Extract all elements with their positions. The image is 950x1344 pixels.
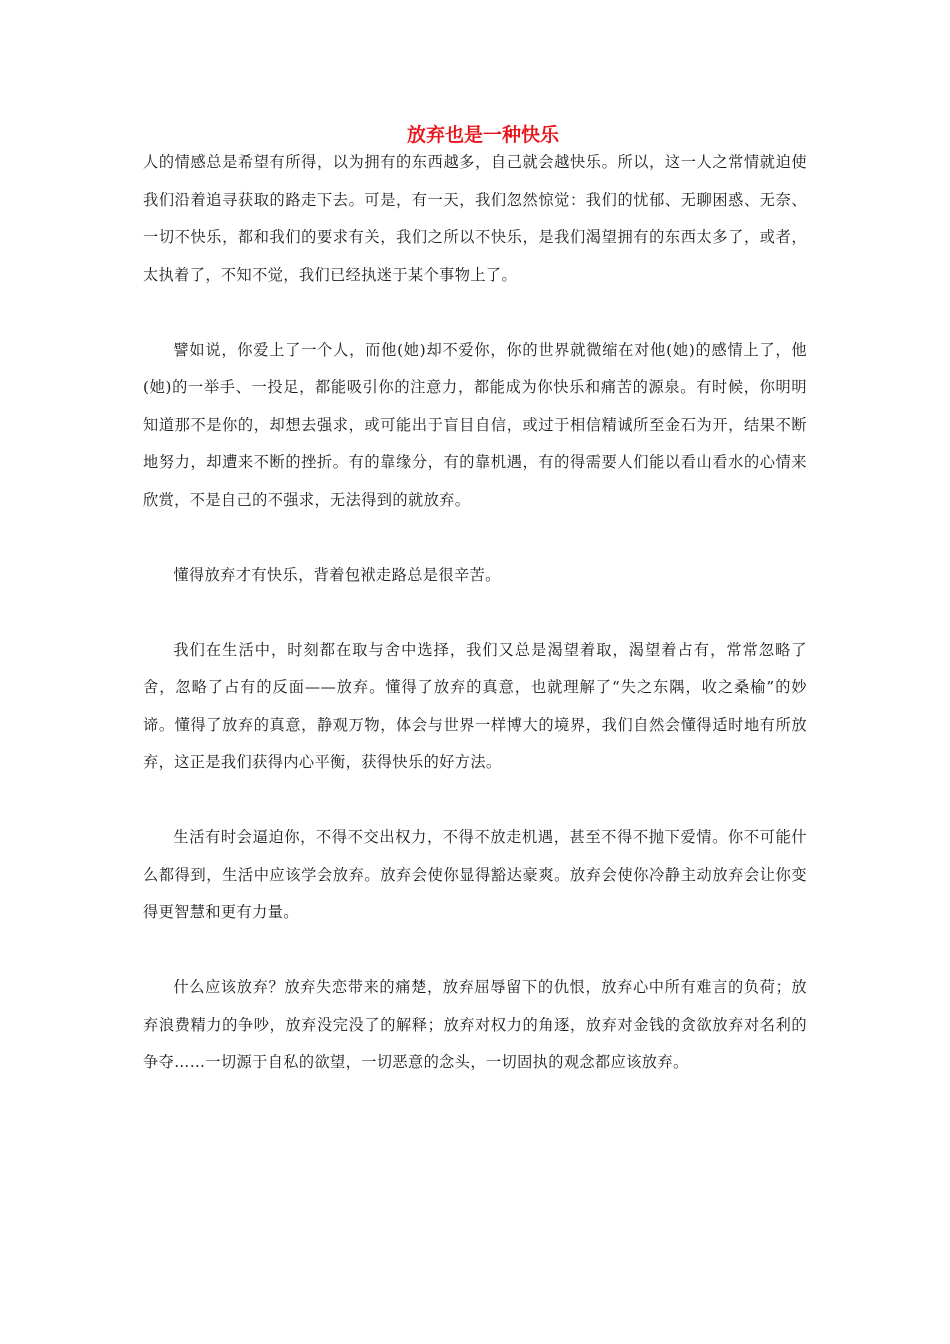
paragraph-3: 懂得放弃才有快乐，背着包袱走路总是很辛苦。	[173, 565, 501, 584]
document-body	[143, 122, 807, 1082]
paragraph-gap	[143, 782, 807, 820]
paragraph-gap	[143, 932, 807, 970]
paragraph-5: 生活有时会逼迫你，不得不交出权力，不得不放走机遇，甚至不得不抛下爱情。你不可能什么都得到，生活中应该学会放弃。放弃会使你显得豁达豪爽。放弃会使你冷静主动放弃会让你变得更智慧和更有力量。	[143, 828, 807, 921]
paragraph-gap	[143, 594, 807, 632]
document-title: 放弃也是一种快乐	[406, 124, 559, 146]
paragraph-6: 什么应该放弃？放弃失恋带来的痛楚，放弃屈辱留下的仇恨，放弃心中所有难言的负荷；放弃浪费精力的争吵，放弃没完没了的解释；放弃对权力的角逐，放弃对金钱的贪欲放弃对名利的争夺……一切源于自私的欲望，一切恶意的念头，一切固执的观念都应该放弃。	[143, 978, 807, 1071]
paragraph-gap	[143, 519, 807, 557]
paragraph-1: 人的情感总是希望有所得，以为拥有的东西越多，自己就会越快乐。所以，这一人之常情就迫使我们沿着追寻获取的路走下去。可是，有一天，我们忽然惊觉：我们的忧郁、无聊困惑、无奈、一切不快乐，都和我们的要求有关，我们之所以不快乐，是我们渴望拥有的东西太多了，或者，太执着了，不知不觉，我们已经执迷于某个事物上了。	[143, 153, 807, 284]
paragraph-2: 譬如说，你爱上了一个人，而他(她)却不爱你，你的世界就微缩在对他(她)的感情上了，他(她)的一举手、一投足，都能吸引你的注意力，都能成为你快乐和痛苦的源泉。有时候，你明明知道那不是你的，却想去强求，或可能出于盲目自信，或过于相信精诚所至金石为开，结果不断地努力，却遭来不断的挫折。有的靠缘分，有的靠机遇，有的得需要人们能以看山看水的心情来欣赏，不是自己的不强求，无法得到的就放弃。	[143, 340, 807, 509]
paragraph-gap	[143, 294, 807, 332]
paragraph-4: 我们在生活中，时刻都在取与舍中选择，我们又总是渴望着取，渴望着占有，常常忽略了舍，忽略了占有的反面——放弃。懂得了放弃的真意，也就理解了“失之东隅，收之桑榆”的妙谛。懂得了放弃的真意，静观万物，体会与世界一样博大的境界，我们自然会懂得适时地有所放弃，这正是我们获得内心平衡，获得快乐的好方法。	[143, 640, 807, 771]
